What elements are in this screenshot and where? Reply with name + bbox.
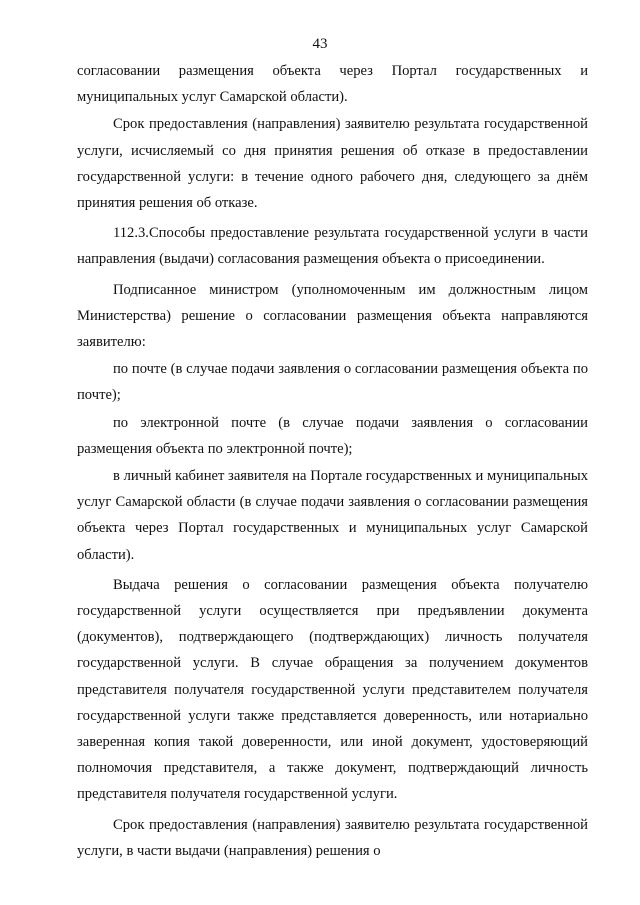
paragraph-refusal-term: Срок предоставления (направления) заявителю результата государственной услуги, исчисляемый со дня принятия решения об отказе в предоставлении государственной услуги: в течение одного рабочего дня, следующего за днём принятия решения об отказе. — [77, 116, 588, 212]
paragraph-issuance-conditions: Выдача решения о согласовании размещения объекта получателю государственной услуги осуществляется при предъявлении документа (документов), подтверждающего (подтверждающих) личность получателя государственной услуги. В случае обращения за получением документов представителя получателя государственной услуги представителем получателя государственной услуги также представляется доверенность, или нотариально заверенная копия такой доверенности, или иной документ, удостоверяющий полномочия представителя, а также документ, подтверждающий личность представителя получателя государственной услуги. — [77, 576, 588, 803]
list-item-by-email: по электронной почте (в случае подачи заявления о согласовании размещения объекта по электронной почте); — [77, 414, 588, 457]
page-number: 43 — [312, 36, 328, 52]
list-item-by-mail: по почте (в случае подачи заявления о согласовании размещения объекта по почте); — [77, 361, 588, 404]
document-body — [77, 58, 588, 865]
list-item-personal-cabinet: в личный кабинет заявителя на Портале государственных и муниципальных услуг Самарской области (в случае подачи заявления о согласовании размещения объекта через Портал государственных и муниципальных услуг Самарской области). — [77, 468, 588, 563]
paragraph-signed-decision: Подписанное министром (уполномоченным им должностным лицом Министерства) решение о согласовании размещения объекта направляются заявителю: — [77, 281, 588, 351]
paragraph-delivery-term: Срок предоставления (направления) заявителю результата государственной услуги, в части выдачи (направления) решения о — [77, 816, 588, 859]
paragraph-delivery-methods-heading: 112.3.Способы предоставление результата государственной услуги в части направления (выдачи) согласования размещения объекта о присоединении. — [77, 225, 588, 268]
paragraph-continuation: согласовании размещения объекта через Портал государственных и муниципальных услуг Самарской области). — [77, 63, 588, 106]
